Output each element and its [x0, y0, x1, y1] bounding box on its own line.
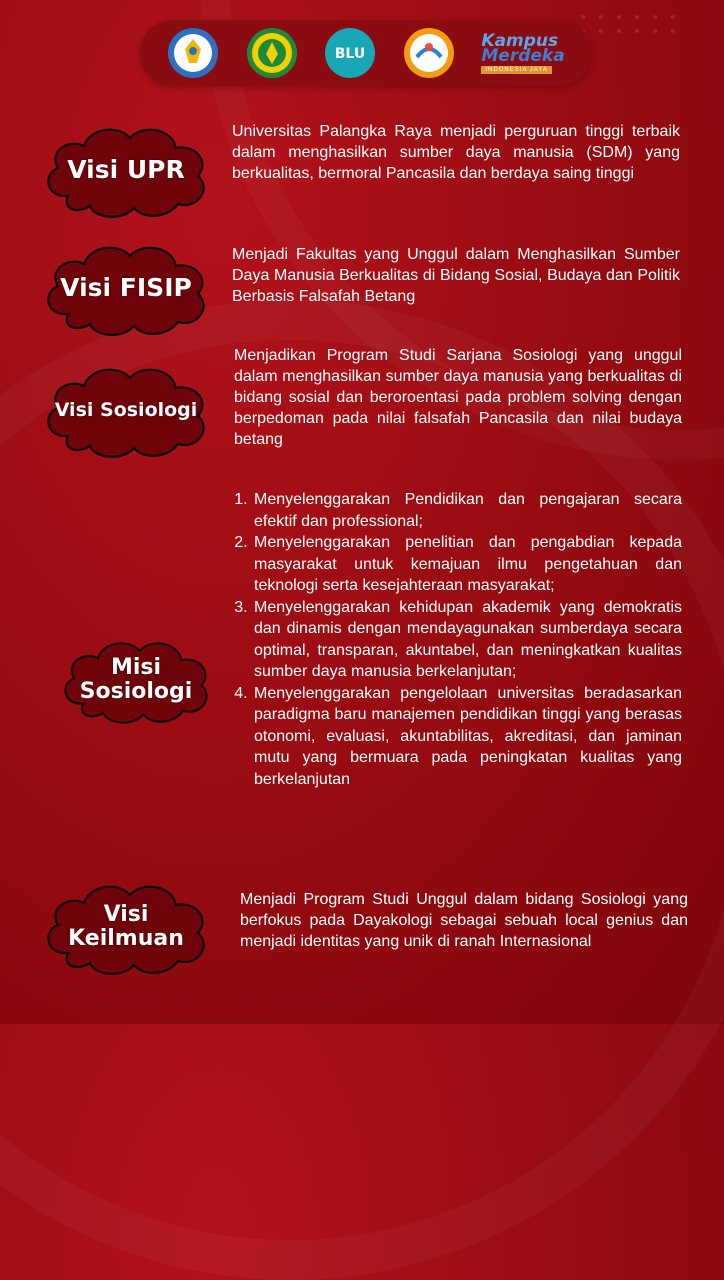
background-dots [574, 10, 684, 40]
visi-keilmuan-title [38, 872, 214, 982]
kampus-merdeka-logo [481, 30, 565, 74]
blu-logo [324, 27, 376, 79]
misi-item: 2. Menyelenggarakan penelitian dan pengabdian kepada masyarakat untuk kemajuan ilmu pengetahuan dan teknologi serta kesejahteraan masyarakat; [252, 532, 682, 597]
misi-item: 1. Menyelenggarakan Pendidikan dan pengajaran secara efektif dan professional; [252, 489, 682, 532]
visi-keilmuan-text: Menjadi Program Studi Unggul dalam bidang Sosiologi yang berfokus pada Dayakologi sebagai sebuah local genius dan menjadi identitas yang unik di ranah Internasional [240, 891, 688, 950]
misi-item: 4. Menyelenggarakan pengelolaan universitas beradasarkan paradigma baru manajemen pendidikan tinggi yang berasas otonomi, evaluasi, akuntabilitas, akreditasi, dan jaminan mutu yang bermuara pada peningkatan kualitas yang berkelanjutan [252, 683, 682, 791]
kemendikbud-logo [167, 27, 219, 79]
visi-upr-title: Visi UPR [67, 155, 185, 185]
misi-list [232, 489, 682, 790]
visi-fisip-title: Visi FISIP [60, 273, 192, 303]
kampus-merdeka-line3: INDONESIA JAYA [481, 66, 551, 74]
visi-keilmuan-title-line1: Visi [103, 901, 149, 927]
upr-logo [246, 27, 298, 79]
misi-sosiologi-title-line1: Misi [110, 654, 162, 680]
blu-logo-text: BLU [335, 46, 366, 62]
visi-upr-badge [38, 118, 214, 222]
kampus-merdeka-line2: Merdeka [481, 45, 565, 66]
visi-upr-text: Universitas Palangka Raya menjadi perguruan tinggi terbaik dalam menghasilkan sumber daya manusia (SDM) yang berkualitas, bermoral Pancasila dan berdaya saing tinggi [232, 123, 680, 182]
misi-sosiologi-title [56, 628, 216, 732]
logo-bar [140, 20, 592, 86]
diktisaintek-logo [403, 27, 455, 79]
visi-fisip-badge [38, 236, 214, 340]
visi-sosiologi-title: Visi Sosiologi [54, 398, 198, 421]
visi-sosiologi-text: Menjadikan Program Studi Sarjana Sosiologi yang unggul dalam menghasilkan sumber daya manusia yang berkualitas di bidang sosial dan beroroentasi pada problem solving dengan berpedoman pada nilai falsafah Pancasila dan nilai budaya betang [234, 347, 682, 448]
misi-sosiologi-title-line2: Sosiologi [79, 679, 193, 704]
visi-keilmuan-badge [38, 872, 214, 982]
kampus-merdeka-line1: Kampus [481, 30, 559, 51]
visi-fisip-text: Menjadi Fakultas yang Unggul dalam Menghasilkan Sumber Daya Manusia Berkualitas di Bidang Sosial, Budaya dan Politik Berbasis Falsafah Betang [232, 246, 680, 305]
misi-item: 3. Menyelenggarakan kehidupan akademik yang demokratis dan dinamis dengan mendayagunakan sumberdaya secara optimal, transparan, akuntabel, dan meningkatkan kualitas sumber daya manusia berkelanjutan; [252, 597, 682, 683]
misi-sosiologi-badge [56, 628, 216, 732]
visi-sosiologi-badge [38, 358, 214, 462]
visi-keilmuan-title-line2: Keilmuan [68, 926, 184, 951]
